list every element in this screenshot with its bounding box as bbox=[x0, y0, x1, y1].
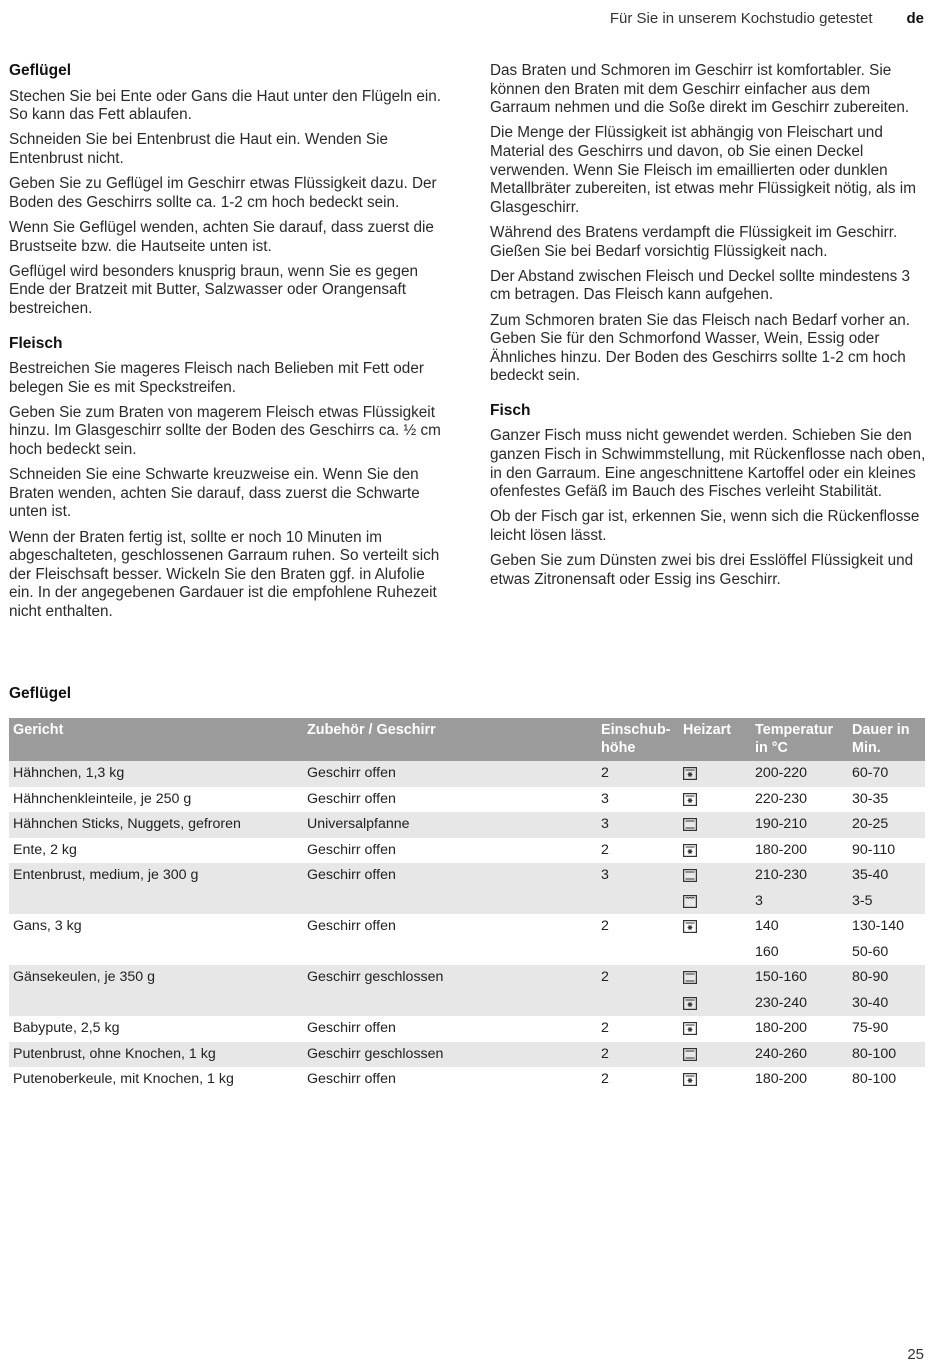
cell-dauer: 130-140 bbox=[852, 918, 905, 935]
cell-heizart bbox=[679, 838, 751, 864]
header-dauer: Dauer in Min. bbox=[848, 718, 925, 761]
cell-zubehoer: Universalpfanne bbox=[303, 812, 597, 838]
cell-zubehoer bbox=[303, 991, 597, 1017]
cell-einschub: 3 bbox=[597, 812, 679, 838]
cell-dauer: 3-5 bbox=[848, 889, 925, 915]
grill-icon bbox=[683, 895, 697, 908]
cell-einschub bbox=[597, 889, 679, 915]
table-row bbox=[9, 1016, 925, 1042]
cell-einschub: 2 bbox=[601, 1020, 609, 1037]
cell-temperatur: 230-240 bbox=[751, 991, 848, 1017]
cell-heizart bbox=[679, 787, 751, 813]
paragraph: Geben Sie zum Braten von magerem Fleisch etwas Flüssigkeit hinzu. Im Glasgeschirr sollte der Boden des Geschirrs ca. ½ cm hoch bedeckt sein. bbox=[9, 403, 441, 459]
table-row bbox=[9, 863, 925, 889]
3d-hot-air-icon bbox=[683, 1073, 697, 1086]
paragraph: Wenn der Braten fertig ist, sollte er noch 10 Minuten im abgeschalteten, geschlossenen Garraum ruhen. So verteilt sich der Fleischsaft besser. Wickeln Sie den Braten ggf. in Alufolie ein. In der angegebenen Gardauer ist die empfohlene Ruhezeit nicht enthalten. bbox=[9, 528, 440, 620]
cell-temperatur: 3 bbox=[751, 889, 848, 915]
paragraph: Geben Sie zu Geflügel im Geschirr etwas Flüssigkeit dazu. Der Boden des Geschirrs sollte ca. 1-2 cm hoch bedeckt sein. bbox=[9, 175, 437, 211]
paragraph: Bestreichen Sie mageres Fleisch nach Belieben mit Fett oder belegen Sie es mit Speckstreifen. bbox=[9, 360, 424, 396]
cell-zubehoer bbox=[303, 889, 597, 915]
paragraph: Zum Schmoren braten Sie das Fleisch nach Bedarf vorher an. Geben Sie für den Schmorfond Wasser, Wein, Essig oder Ähnliches hinzu. Der Boden des Geschirrs sollte 1-2 cm hoch bedeckt sein. bbox=[490, 311, 911, 385]
header-temperatur: Temperatur in °C bbox=[751, 718, 848, 761]
cell-dauer: 60-70 bbox=[848, 761, 925, 787]
cell-gericht: Gänsekeulen, je 350 g bbox=[9, 965, 303, 991]
header-einschub: Einschub- höhe bbox=[597, 718, 679, 761]
paragraph: Schneiden Sie eine Schwarte kreuzweise ein. Wenn Sie den Braten wenden, achten Sie darauf, dass zuerst die Schwarte unten ist. bbox=[9, 466, 420, 521]
cell-gericht bbox=[9, 940, 303, 966]
cell-einschub: 3 bbox=[601, 790, 609, 807]
top-bottom-heat-icon bbox=[683, 971, 697, 984]
cell-einschub: 2 bbox=[601, 1071, 609, 1088]
cell-dauer: 35-40 bbox=[848, 863, 925, 889]
cell-einschub bbox=[597, 940, 679, 966]
section-heading-gefluegel: Geflügel bbox=[9, 62, 72, 79]
paragraph: Geflügel wird besonders knusprig braun, wenn Sie es gegen Ende der Bratzeit mit Butter, Salzwasser oder Orangensaft bestreichen. bbox=[9, 262, 419, 317]
table-row bbox=[9, 914, 925, 940]
cell-einschub bbox=[597, 991, 679, 1017]
cell-zubehoer: Geschirr offen bbox=[307, 841, 396, 858]
table-header-row bbox=[9, 718, 925, 761]
header-title: Für Sie in unserem Kochstudio getestet bbox=[609, 9, 873, 27]
cell-heizart bbox=[679, 761, 751, 787]
table-row bbox=[9, 838, 925, 864]
cell-dauer: 50-60 bbox=[852, 943, 889, 960]
table-row bbox=[9, 812, 925, 838]
paragraph: Der Abstand zwischen Fleisch und Deckel sollte mindestens 3 cm betragen. Das Fleisch kann aufgehen. bbox=[490, 267, 911, 304]
cooking-table bbox=[9, 718, 925, 1093]
paragraph: Ganzer Fisch muss nicht gewendet werden. Schieben Sie den ganzen Fisch in Schwimmstellung, mit Rückenflosse nach oben, in den Garraum. Eine angeschnittene Kartoffel oder ein kleines ofenfestes Gefäß im Bauch des Fisches verleiht Stabilität. bbox=[490, 427, 926, 501]
cell-zubehoer: Geschirr offen bbox=[307, 790, 396, 807]
page-number: 25 bbox=[907, 1346, 924, 1363]
3d-hot-air-icon bbox=[683, 793, 697, 806]
cell-temperatur: 220-230 bbox=[755, 790, 808, 807]
cell-gericht: Hähnchen Sticks, Nuggets, gefroren bbox=[9, 812, 303, 838]
left-column bbox=[9, 62, 449, 628]
cell-zubehoer: Geschirr geschlossen bbox=[303, 965, 597, 991]
cell-gericht: Putenoberkeule, mit Knochen, 1 kg bbox=[13, 1071, 234, 1088]
table-row bbox=[9, 787, 925, 813]
cell-zubehoer: Geschirr offen bbox=[307, 1020, 396, 1037]
table-title: Geflügel bbox=[9, 685, 72, 702]
cell-gericht: Putenbrust, ohne Knochen, 1 kg bbox=[9, 1042, 303, 1068]
table-row bbox=[9, 940, 925, 966]
cell-gericht bbox=[9, 991, 303, 1017]
cell-einschub: 2 bbox=[597, 761, 679, 787]
cell-heizart bbox=[679, 914, 751, 940]
cell-dauer: 75-90 bbox=[852, 1020, 889, 1037]
page-header bbox=[610, 8, 924, 28]
cell-temperatur: 150-160 bbox=[751, 965, 848, 991]
cell-zubehoer bbox=[303, 940, 597, 966]
cell-heizart bbox=[679, 965, 751, 991]
paragraph: Stechen Sie bei Ente oder Gans die Haut unter den Flügeln ein. So kann das Fett ablaufen. bbox=[9, 87, 441, 124]
table-row bbox=[9, 1042, 925, 1068]
cell-einschub: 2 bbox=[597, 965, 679, 991]
cell-gericht: Gans, 3 kg bbox=[13, 918, 82, 935]
paragraph: Die Menge der Flüssigkeit ist abhängig von Fleischart und Material des Geschirrs und davon, ob Sie einen Deckel verwenden. Wenn Sie Fleisch im emaillierten oder dunklen Metallbräter zubereiten, ist etwas mehr Flüssigkeit nötig, als im Glasgeschirr. bbox=[490, 124, 916, 216]
language-code: de bbox=[906, 9, 924, 27]
top-bottom-heat-icon bbox=[683, 869, 697, 882]
cell-zubehoer: Geschirr offen bbox=[307, 918, 396, 935]
cell-dauer: 30-40 bbox=[848, 991, 925, 1017]
cell-temperatur: 210-230 bbox=[751, 863, 848, 889]
cell-gericht: Ente, 2 kg bbox=[13, 841, 77, 858]
cell-zubehoer: Geschirr geschlossen bbox=[303, 1042, 597, 1068]
right-column bbox=[490, 62, 932, 596]
cell-gericht: Hähnchenkleinteile, je 250 g bbox=[13, 790, 192, 807]
paragraph: Während des Bratens verdampft die Flüssigkeit im Geschirr. Gießen Sie bei Bedarf vorsichtig Flüssigkeit nach. bbox=[490, 223, 898, 260]
top-bottom-heat-icon bbox=[683, 1048, 697, 1061]
top-bottom-heat-icon bbox=[683, 818, 697, 831]
cell-temperatur: 180-200 bbox=[755, 1020, 808, 1037]
cell-temperatur: 140 bbox=[755, 918, 779, 935]
cell-heizart bbox=[679, 812, 751, 838]
cell-heizart bbox=[679, 889, 751, 915]
cell-dauer: 90-110 bbox=[852, 841, 896, 858]
cell-heizart bbox=[679, 940, 751, 966]
section-heading-fisch: Fisch bbox=[490, 401, 531, 419]
cell-dauer: 80-100 bbox=[848, 1042, 925, 1068]
paragraph: Schneiden Sie bei Entenbrust die Haut ein. Wenden Sie Entenbrust nicht. bbox=[9, 131, 388, 167]
header-heizart: Heizart bbox=[679, 718, 751, 761]
header-zubehoer: Zubehör / Geschirr bbox=[303, 718, 597, 761]
table-row bbox=[9, 889, 925, 915]
cell-zubehoer: Geschirr offen bbox=[307, 1071, 396, 1088]
paragraph: Ob der Fisch gar ist, erkennen Sie, wenn sich die Rückenflosse leicht lösen lässt. bbox=[490, 508, 920, 545]
paragraph: Das Braten und Schmoren im Geschirr ist komfortabler. Sie können den Braten mit dem Geschirr einfacher aus dem Garraum nehmen und die Soße direkt im Geschirr zubereiten. bbox=[490, 62, 910, 117]
cell-temperatur: 240-260 bbox=[751, 1042, 848, 1068]
table-row bbox=[9, 761, 925, 787]
cell-einschub: 2 bbox=[601, 841, 609, 858]
paragraph: Geben Sie zum Dünsten zwei bis drei Esslöffel Flüssigkeit und etwas Zitronensaft oder Essig ins Geschirr. bbox=[490, 552, 914, 588]
cell-temperatur: 200-220 bbox=[751, 761, 848, 787]
cell-einschub: 3 bbox=[597, 863, 679, 889]
cell-dauer: 80-100 bbox=[852, 1071, 897, 1088]
cell-gericht: Hähnchen, 1,3 kg bbox=[9, 761, 303, 787]
cell-heizart bbox=[679, 1042, 751, 1068]
3d-hot-air-icon bbox=[683, 844, 697, 857]
table-body bbox=[9, 761, 925, 1093]
cell-temperatur: 190-210 bbox=[751, 812, 848, 838]
cell-heizart bbox=[679, 1016, 751, 1042]
cell-temperatur: 180-200 bbox=[755, 841, 808, 858]
3d-hot-air-icon bbox=[683, 767, 697, 780]
cell-temperatur: 180-200 bbox=[755, 1071, 808, 1088]
cell-zubehoer: Geschirr offen bbox=[303, 863, 597, 889]
cell-gericht bbox=[9, 889, 303, 915]
table-row bbox=[9, 991, 925, 1017]
cell-heizart bbox=[679, 991, 751, 1017]
cell-dauer: 20-25 bbox=[848, 812, 925, 838]
cell-heizart bbox=[679, 863, 751, 889]
cell-heizart bbox=[679, 1067, 751, 1093]
paragraph: Wenn Sie Geflügel wenden, achten Sie darauf, dass zuerst die Brustseite bzw. die Hautseite unten ist. bbox=[9, 218, 434, 255]
cell-einschub: 2 bbox=[597, 1042, 679, 1068]
header-gericht: Gericht bbox=[9, 718, 303, 761]
table-row bbox=[9, 965, 925, 991]
cell-gericht: Entenbrust, medium, je 300 g bbox=[9, 863, 303, 889]
cell-temperatur: 160 bbox=[755, 943, 779, 960]
3d-hot-air-icon bbox=[683, 920, 697, 933]
3d-hot-air-icon bbox=[683, 997, 697, 1010]
section-heading-fleisch: Fleisch bbox=[9, 334, 63, 352]
3d-hot-air-icon bbox=[683, 1022, 697, 1035]
cell-dauer: 80-90 bbox=[848, 965, 925, 991]
cell-gericht: Babypute, 2,5 kg bbox=[13, 1020, 120, 1037]
cell-dauer: 30-35 bbox=[852, 790, 889, 807]
table-row bbox=[9, 1067, 925, 1093]
cell-einschub: 2 bbox=[601, 918, 609, 935]
cell-zubehoer: Geschirr offen bbox=[303, 761, 597, 787]
